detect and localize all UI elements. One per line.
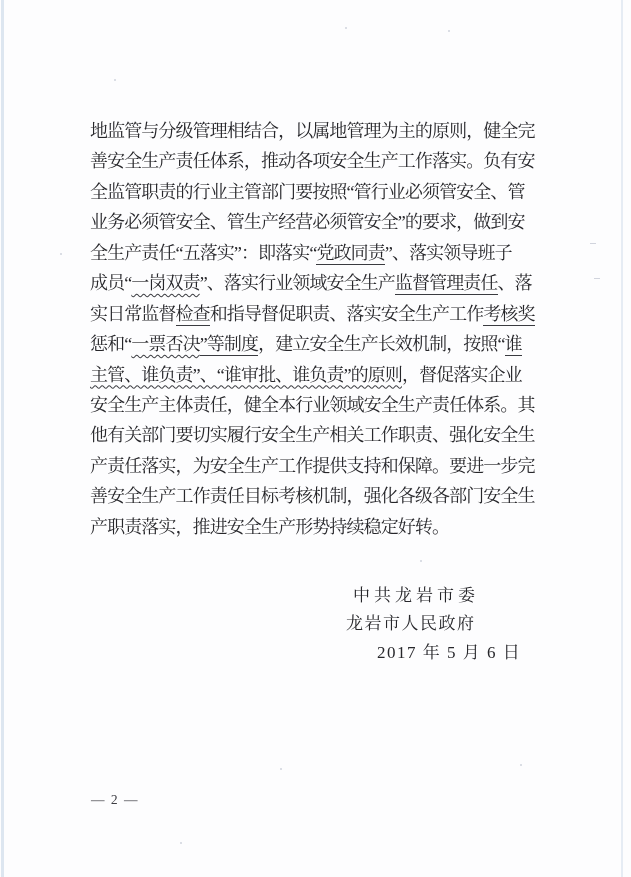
scan-speck [520,764,522,766]
underlined-text-segment: 考核奖 [483,303,535,324]
text-segment: 他有关部门要切实履行安全生产相关工作职责、强化安全生 [90,425,535,446]
page-number: — 2 — [91,792,139,807]
scan-speck [420,560,422,562]
scan-speck [345,27,347,29]
body-line [90,481,560,511]
text-segment: 业务必须管安全、管生产经营必须管安全”的要求，做到安 [90,212,525,233]
text-segment: 地监管与分级管理相结合，以属地管理为主的原则，健全完 [90,121,535,141]
underlined-text-segment: ”等制度 [199,334,259,355]
signature-government: 龙岩市人民政府 [346,614,476,633]
body-line [90,512,560,542]
underlined-text-segment: 一票否决 [131,334,200,355]
body-line [90,451,560,481]
text-segment: 和指导督促职责、落实安全生产工作 [209,303,484,324]
text-segment: 善安全生产责任体系，推动各项安全生产工作落实。负有安 [90,151,535,172]
body-line [90,329,560,359]
text-segment: 全监管职责的行业主管部门要按照“管行业必须管安全、管 [90,181,525,202]
signature-date: 2017 年 5 月 6 日 [377,643,522,662]
text-segment: 惩和“ [90,334,132,355]
scan-right-edge [621,0,623,877]
body-line [90,238,560,268]
signature-party: 中共龙岩市委 [353,586,479,605]
underlined-text-segment: 监督管理责任 [394,273,498,294]
text-segment: 、落 [497,273,532,294]
body-line [90,268,560,298]
scan-speck [280,768,282,770]
underlined-text-segment: 一岗双责 [131,273,200,294]
text-segment: 全生产责任“五落实”：即落实“ [90,242,317,263]
text-segment: ，督促落实企业 [401,364,522,385]
text-segment: 产职责落实，推进安全生产形势持续稳定好转。 [90,516,450,537]
document-body [90,116,560,542]
text-segment: ”、落实领导班子 [384,242,512,263]
scan-left-edge [1,0,4,877]
underlined-text-segment: 党政同责 [316,242,385,263]
text-segment: 产责任落实，为安全生产工作提供支持和保障。要进一步完 [90,455,535,476]
body-line [90,299,560,329]
text-segment: 安全生产主体责任，健全本行业领域安全生产责任体系。其 [90,394,535,415]
text-segment: 善安全生产工作责任目标考核机制，强化各级各部门安全生 [90,486,535,507]
text-segment: ，建立安全生产长效机制，按照“ [258,334,505,355]
body-line [90,207,560,237]
text-segment: 成员“ [90,273,132,294]
body-line [90,177,560,207]
scan-speck [114,79,116,81]
scan-speck [590,243,596,244]
underlined-text-segment: 检查 [175,303,210,324]
text-segment: 实日常监督 [90,303,176,324]
scan-speck [60,253,62,255]
underlined-text-segment: 谁 [504,334,522,355]
body-line [90,146,560,176]
text-segment: ”、落实行业领域安全生产 [199,273,395,294]
scan-speck [448,30,450,32]
body-line [90,390,560,420]
body-line [90,116,560,146]
scan-speck [180,842,182,844]
underlined-text-segment: 主管、谁负责”、“谁审批、谁负责”的原则 [90,364,402,385]
body-line [90,420,560,450]
body-line [90,360,560,390]
scan-speck [594,278,600,279]
